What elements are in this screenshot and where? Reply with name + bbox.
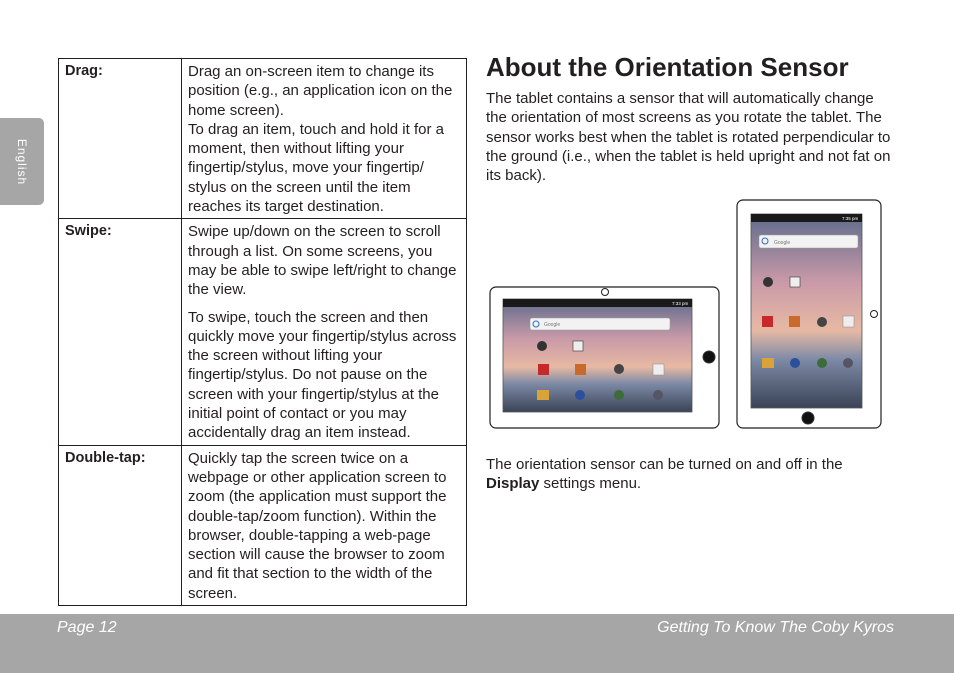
- page-footer: [0, 614, 954, 673]
- landscape-screen: [503, 299, 692, 412]
- portrait-search-text: Google: [774, 240, 791, 246]
- language-tab: [0, 118, 44, 205]
- gesture-paragraph: Swipe up/down on the screen to scroll through a list. On some screens, you may be able to swipe left/right to change the view.: [188, 223, 457, 299]
- table-row: [59, 219, 467, 445]
- gesture-term: Drag:: [59, 59, 182, 219]
- table-row: [59, 445, 467, 605]
- gestures-table: [58, 58, 467, 606]
- portrait-clock: 7:35 pm: [842, 216, 859, 221]
- landscape-clock: 7:33 pm: [672, 301, 689, 306]
- section-heading: About the Orientation Sensor: [486, 52, 849, 82]
- tablet-orientation-illustration: [486, 196, 886, 436]
- portrait-tablet: [737, 200, 881, 428]
- gesture-term: Double-tap:: [59, 445, 182, 605]
- home-button-icon: [703, 351, 715, 363]
- footer-title: Getting To Know The Coby Kyros: [657, 619, 894, 636]
- footnote-text: settings menu.: [539, 475, 642, 493]
- page-number: Page 12: [57, 619, 117, 636]
- footnote-bold-term: Display: [486, 475, 540, 493]
- table-row: [59, 59, 467, 219]
- gesture-paragraph: To drag an item, touch and hold it for a moment, then without lifting your fingertip/stylus, move your fingertip/ stylus on the screen until the item reaches its target destination.: [188, 120, 444, 216]
- language-tab-label: English: [15, 138, 29, 186]
- section-footnote: [486, 455, 896, 494]
- landscape-tablet: [490, 287, 719, 428]
- gesture-paragraph: Quickly tap the screen twice on a webpage or other application screen to zoom (the application must support the double-tap/zoom function). Within the browser, double-tapping a web-page section will cause the browser to zoom and fit that section to the width of the screen.: [188, 449, 447, 602]
- gesture-description: [182, 59, 467, 219]
- landscape-search-text: Google: [544, 322, 561, 328]
- footnote-text: The orientation sensor can be turned on and off in the: [486, 456, 843, 473]
- gesture-description: [182, 219, 467, 445]
- gesture-term: Swipe:: [59, 219, 182, 445]
- gesture-paragraph: Drag an on-screen item to change its position (e.g., an application icon on the home screen).: [188, 63, 453, 119]
- home-button-icon: [802, 412, 814, 424]
- section-intro: The tablet contains a sensor that will automatically change the orientation of most screens as you rotate the tablet. The sensor works best when the tablet is rotated perpendicular to the ground (i.e., when the tablet is held upright and not fat on its back).: [486, 90, 891, 185]
- gesture-description: [182, 445, 467, 605]
- gesture-paragraph: To swipe, touch the screen and then quickly move your fingertip/stylus across the screen without lifting your fingertip/stylus. Do not pause on the screen with your fingertip/stylus at the initial point of contact or you may accidentally drag an item instead.: [188, 308, 457, 442]
